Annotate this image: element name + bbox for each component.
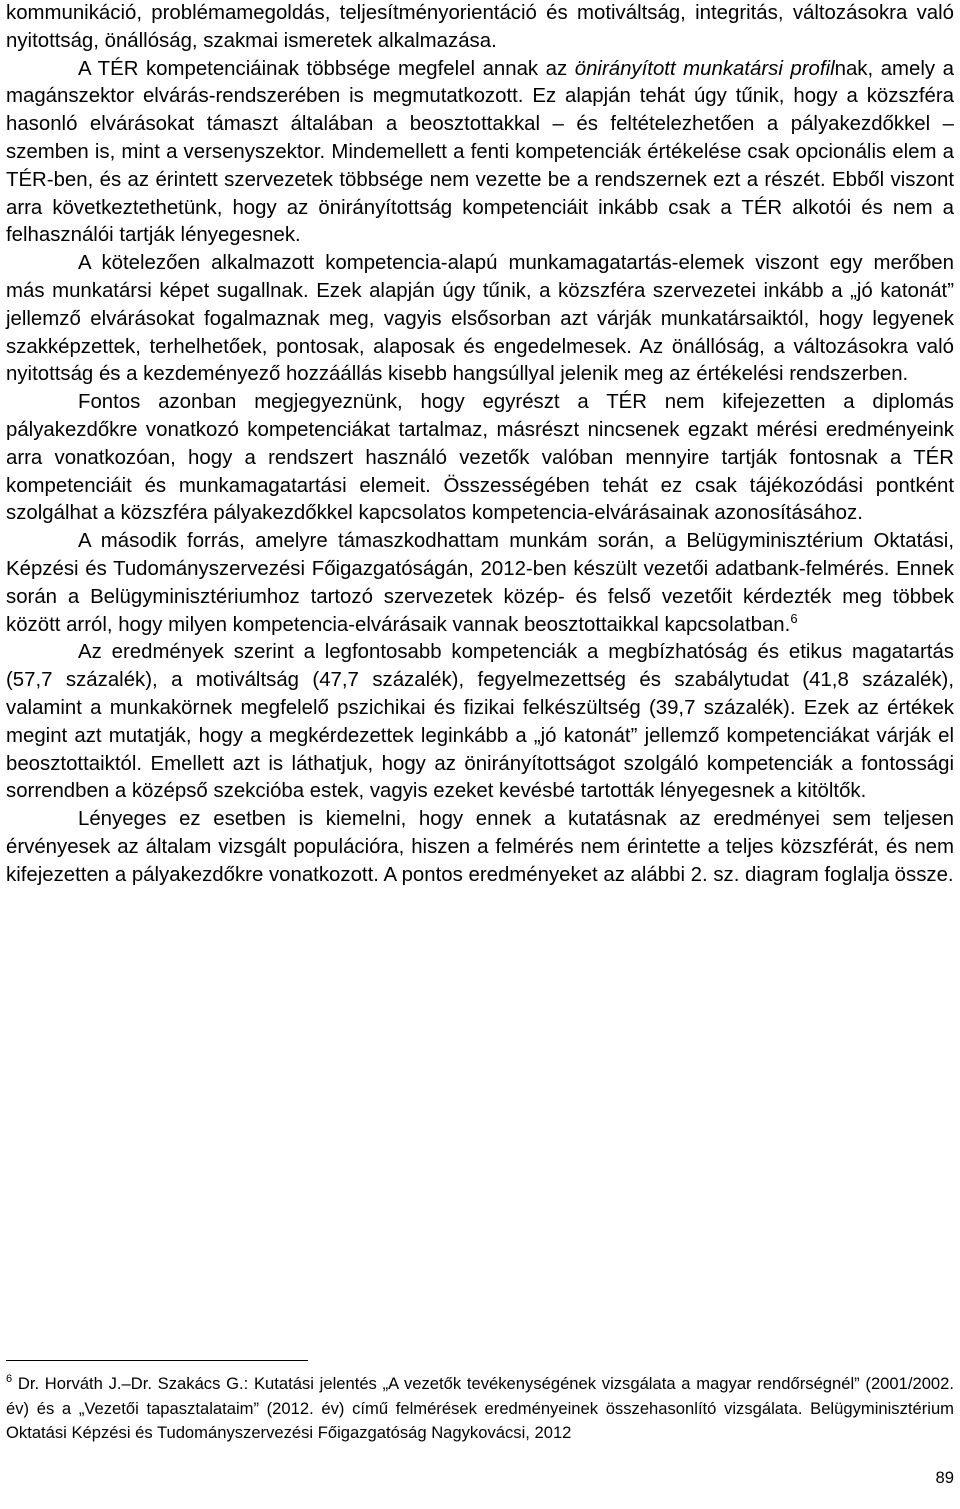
body-text [6,0,954,890]
footnote-marker: 6 [6,1373,13,1385]
text-segment: nak, amely a magánszektor elvárás-rendszerében is megmutatkozott. Ez alapján tehát úgy tűnik, hogy a közszféra hasonló elvárásokat támaszt általában a beosztottakkal – és feltételezhetően a pályakezdőkkel – szemben is, mint a versenyszektor. Mindemellett a fenti kompetenciák értékelése csak opcionális elem a TÉR-ben, és az érintett szervezetek többsége nem vezette be a rendszernek ezt a részét. Ebből viszont arra következtethetünk, hogy az önirányítottság kompetenciáit inkább csak a TÉR alkotói és nem a felhasználói tartják lényegesnek. [6,57,954,247]
footnote [6,1372,954,1446]
paragraph [6,0,954,56]
page-number: 89 [935,1468,954,1487]
document-page [6,0,954,890]
paragraph [6,56,954,251]
paragraph [6,806,954,889]
text-segment: Az eredmények szerint a legfontosabb kompetenciák a megbízhatóság és etikus magatartás (57,7 százalék), a motiváltság (47,7 százalék), fegyelmezettség és szabálytudat (41,8 százalék), valamint a munkakörnek megfelelő pszichikai és fizikai felkészültség (39,7 százalék). Ezek az értékek megint azt mutatják, hogy a megkérdezettek leginkább a „jó katonát” jellemző kompetenciákat várják el beosztottaiktól. Emellett azt is láthatjuk, hogy az önirányítottságot szolgáló kompetenciák a fontossági sorrendben a középső szekcióba estek, vagyis ezeket kevésbé tartották lényegesnek a kitöltők. [6,641,954,803]
footnote-text: Dr. Horváth J.–Dr. Szakács G.: Kutatási jelentés „A vezetők tevékenységének vizsgálata a magyar rendőrségnél” (2001/2002. év) és a „Vezetői tapasztalataim” (2012. év) című felmérések eredményeinek összehasonlító vizsgálata. Belügyminisztérium Oktatási Képzési és Tudományszervezési Főigazgatóság Nagykovácsi, 2012 [6,1374,954,1443]
paragraph [6,639,954,806]
text-segment: Fontos azonban megjegyeznünk, hogy egyrészt a TÉR nem kifejezetten a diplomás pályakezdőkre vonatkozó kompetenciákat tartalmaz, másrészt nincsenek egzakt mérési eredményeink arra vonatkozóan, hogy a rendszert használó vezetők valóban mennyire tartják fontosnak a TÉR kompetenciáit és munkamagatartási elemeit. Összességében tehát ez csak tájékozódási pontként szolgálhat a közszféra pályakezdőkkel kapcsolatos kompetencia-elvárásainak azonosításához. [6,391,954,525]
text-segment: kommunikáció, problémamegoldás, teljesítményorientáció és motiváltság, integritás, változásokra való nyitottság, önállóság, szakmai ismeretek alkalmazása. [6,2,954,52]
footnote-separator [6,1360,308,1361]
text-segment: A kötelezően alkalmazott kompetencia-alapú munkamagatartás-elemek viszont egy merőben más munkatársi képet sugallnak. Ezek alapján úgy tűnik, a közszféra szervezetei inkább a „jó katonát” jellemző elvárásokat fogalmaznak meg, vagyis elsősorban azt várják munkatársaiktól, hogy legyenek szakképzettek, terhelhetőek, pontosak, alaposak és engedelmesek. Az önállóság, a változásokra való nyitottság és a kezdeményező hozzáállás kisebb hangsúllyal jelenik meg az értékelési rendszerben. [6,252,954,386]
paragraph [6,250,954,389]
footnote-reference: 6 [790,610,798,626]
italic-text: önirányított munkatársi profil [574,57,835,80]
text-segment: A második forrás, amelyre támaszkodhattam munkám során, a Belügyminisztérium Oktatási, Képzési és Tudományszervezési Főigazgatóságán, 2012-ben készült vezetői adatbank-felmérés. Ennek során a Belügyminisztériumhoz tartozó szervezetek közép- és felső vezetőit kérdezték meg többek között arról, hogy milyen kompetencia-elvárásaik vannak beosztottaikkal kapcsolatban. [6,530,954,636]
paragraph [6,389,954,528]
text-segment: Lényeges ez esetben is kiemelni, hogy ennek a kutatásnak az eredményei sem teljesen érvényesek az általam vizsgált populációra, hiszen a felmérés nem érintette a teljes közszférát, és nem kifejezetten a pályakezdőkre vonatkozott. A pontos eredményeket az alábbi 2. sz. diagram foglalja össze. [6,808,954,886]
text-segment: A TÉR kompetenciáinak többsége megfelel annak az [78,57,575,80]
paragraph [6,528,954,639]
